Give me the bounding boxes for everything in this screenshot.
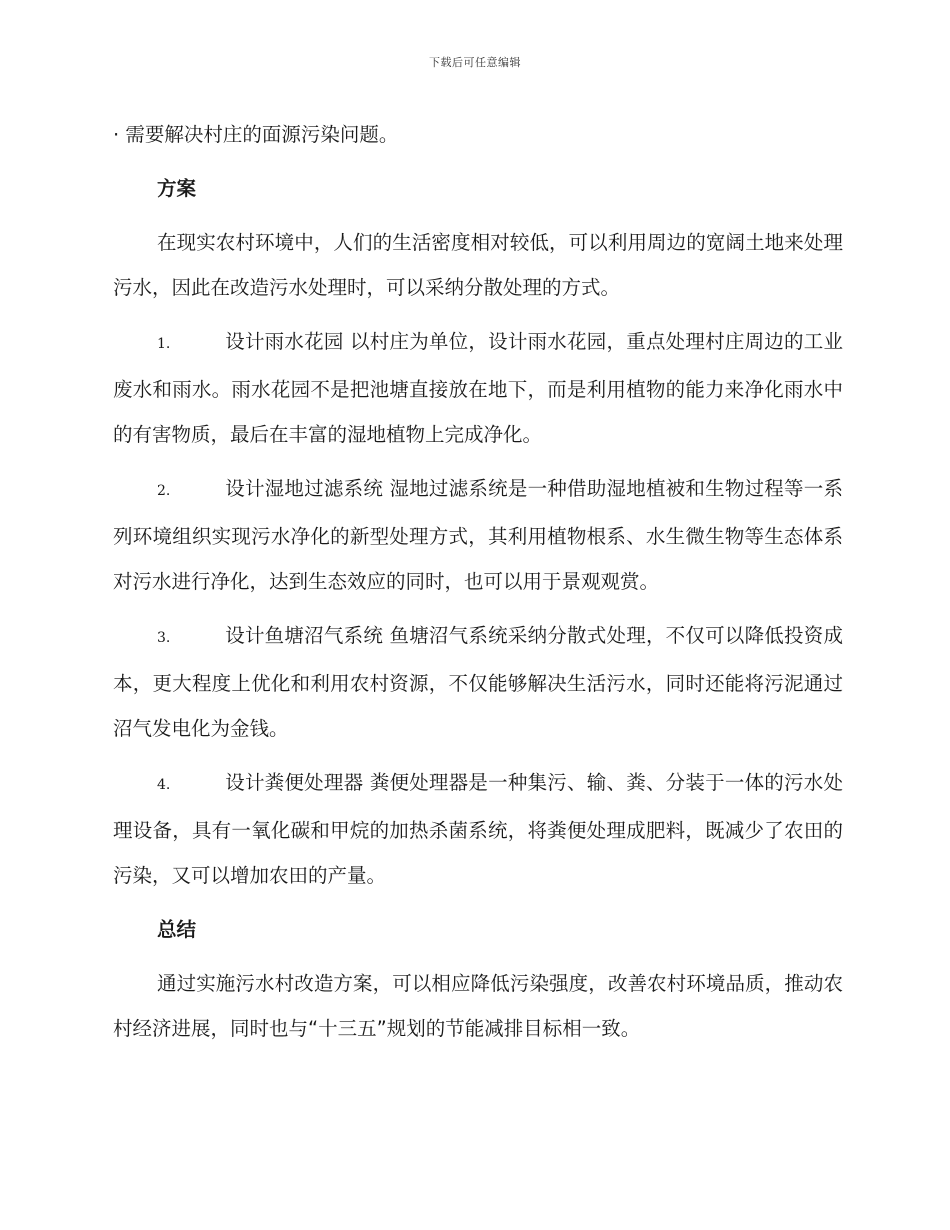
- document-body: [113, 112, 843, 1051]
- list-item: [113, 760, 843, 898]
- list-item-text: 设计雨水花园 以村庄为单位，设计雨水花园，重点处理村庄周边的工业废水和雨水。雨水花园不是把池塘直接放在地下，而是利用植物的能力来净化雨水中的有害物质，最后在丰富的湿地植物上完成净化。: [113, 330, 843, 446]
- section-heading-summary: 总结: [157, 918, 197, 941]
- plan-intro-paragraph: 在现实农村环境中，人们的生活密度相对较低，可以利用周边的宽阔土地来处理污水，因此在改造污水处理时，可以采纳分散处理的方式。: [113, 231, 843, 299]
- list-item-text: 设计湿地过滤系统 湿地过滤系统是一种借助湿地植被和生物过程等一系列环境组织实现污水净化的新型处理方式，其利用植物根系、水生微生物等生态体系对污水进行净化，达到生态效应的同时，也可以用于景观观赏。: [113, 477, 843, 593]
- list-item-number: 3.: [157, 630, 171, 646]
- page-header: 下载后可任意编辑: [429, 56, 521, 69]
- list-item-number: 4.: [157, 777, 171, 793]
- list-item-text: 设计鱼塘沼气系统 鱼塘沼气系统采纳分散式处理，不仅可以降低投资成本，更大程度上优化和利用农村资源，不仅能够解决生活污水，同时还能将污泥通过沼气发电化为金钱。: [113, 624, 843, 740]
- list-item-number: 2.: [157, 483, 171, 499]
- summary-paragraph: 通过实施污水村改造方案，可以相应降低污染强度，改善农村环境品质，推动农村经济进展，同时也与“十三五”规划的节能减排目标相一致。: [113, 972, 843, 1040]
- list-item: [113, 466, 843, 604]
- bullet-line: · 需要解决村庄的面源污染问题。: [113, 123, 399, 146]
- list-item-text: 设计粪便处理器 粪便处理器是一种集污、输、粪、分装于一体的污水处理设备，具有一氧化碳和甲烷的加热杀菌系统，将粪便处理成肥料，既减少了农田的污染，又可以增加农田的产量。: [113, 771, 843, 887]
- list-item: [113, 319, 843, 457]
- section-heading-plan: 方案: [157, 177, 197, 200]
- list-item-number: 1.: [157, 336, 171, 352]
- list-item: [113, 613, 843, 751]
